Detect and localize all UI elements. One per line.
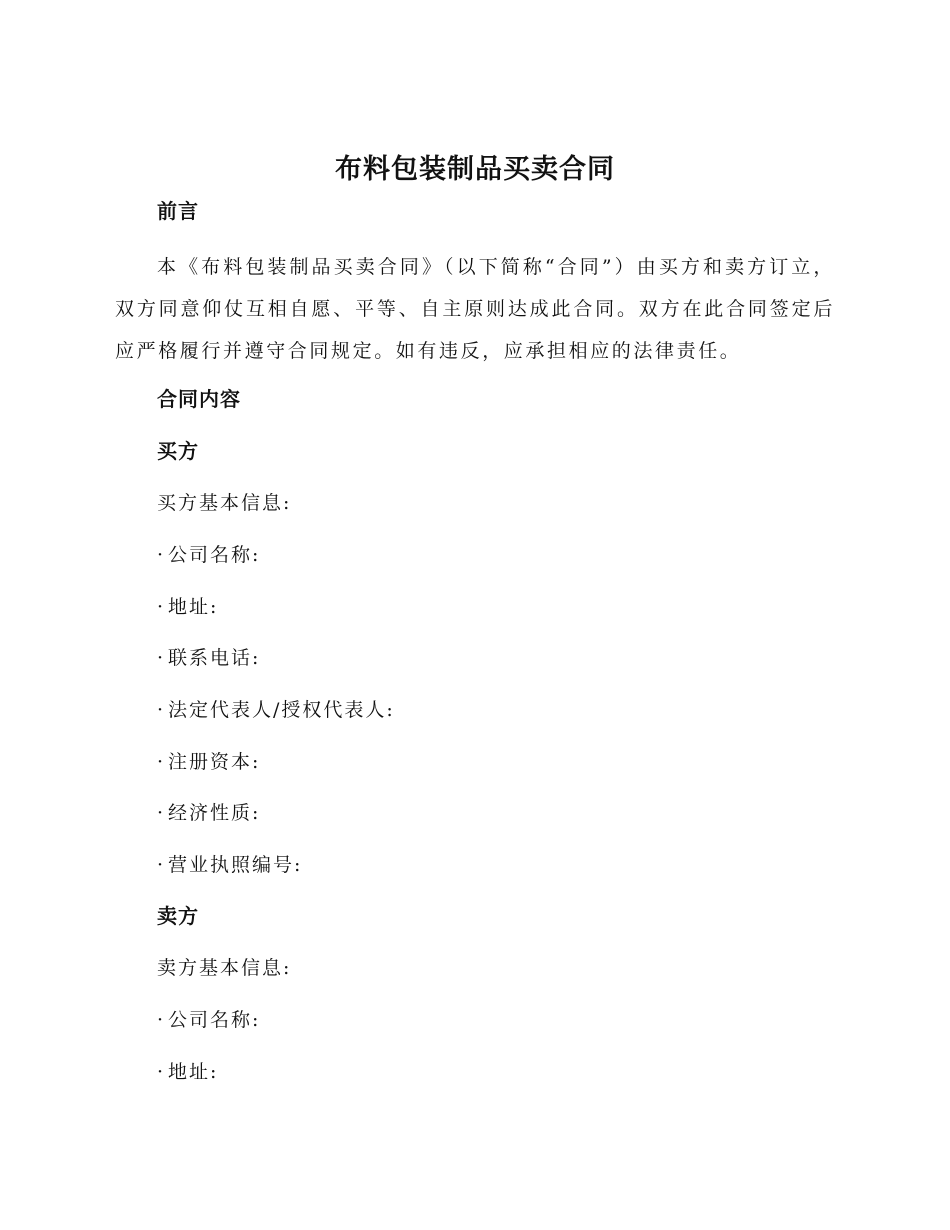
buyer-field-label: 法定代表人/授权代表人:	[168, 699, 395, 721]
buyer-field-label: 注册资本:	[168, 751, 261, 773]
seller-field-address	[157, 1058, 218, 1086]
buyer-field-registered-capital	[157, 748, 260, 776]
contract-content-heading: 合同内容	[157, 387, 241, 411]
bullet: ·	[157, 544, 164, 566]
seller-intro: 卖方基本信息:	[157, 957, 292, 979]
bullet: ·	[157, 751, 164, 773]
seller-heading: 卖方	[157, 904, 199, 928]
preface-paragraph: 本《布料包装制品买卖合同》（以下简称“合同”）由买方和卖方订立，双方同意仰仗互相自愿、平等、自主原则达成此合同。双方在此合同签定后应严格履行并遵守合同规定。如有违反，应承担相应的法律责任。	[115, 256, 835, 362]
seller-field-label: 地址:	[168, 1061, 219, 1083]
bullet: ·	[157, 854, 164, 876]
bullet: ·	[157, 1009, 164, 1031]
buyer-field-address	[157, 593, 218, 621]
seller-field-company-name	[157, 1006, 260, 1034]
bullet: ·	[157, 647, 164, 669]
buyer-field-phone	[157, 644, 260, 672]
buyer-field-company-name	[157, 541, 260, 569]
buyer-field-label: 地址:	[168, 596, 219, 618]
preface-heading: 前言	[157, 199, 199, 223]
buyer-field-license-number	[157, 851, 302, 879]
buyer-heading: 买方	[157, 439, 199, 463]
document-title: 布料包装制品买卖合同	[335, 154, 615, 185]
buyer-field-label: 公司名称:	[168, 544, 261, 566]
bullet: ·	[157, 699, 164, 721]
buyer-intro: 买方基本信息:	[157, 492, 292, 514]
buyer-field-economic-nature	[157, 799, 260, 827]
bullet: ·	[157, 1061, 164, 1083]
bullet: ·	[157, 802, 164, 824]
bullet: ·	[157, 596, 164, 618]
buyer-field-label: 经济性质:	[168, 802, 261, 824]
buyer-field-label: 联系电话:	[168, 647, 261, 669]
seller-field-label: 公司名称:	[168, 1009, 261, 1031]
buyer-field-label: 营业执照编号:	[168, 854, 303, 876]
buyer-field-representative	[157, 696, 395, 724]
